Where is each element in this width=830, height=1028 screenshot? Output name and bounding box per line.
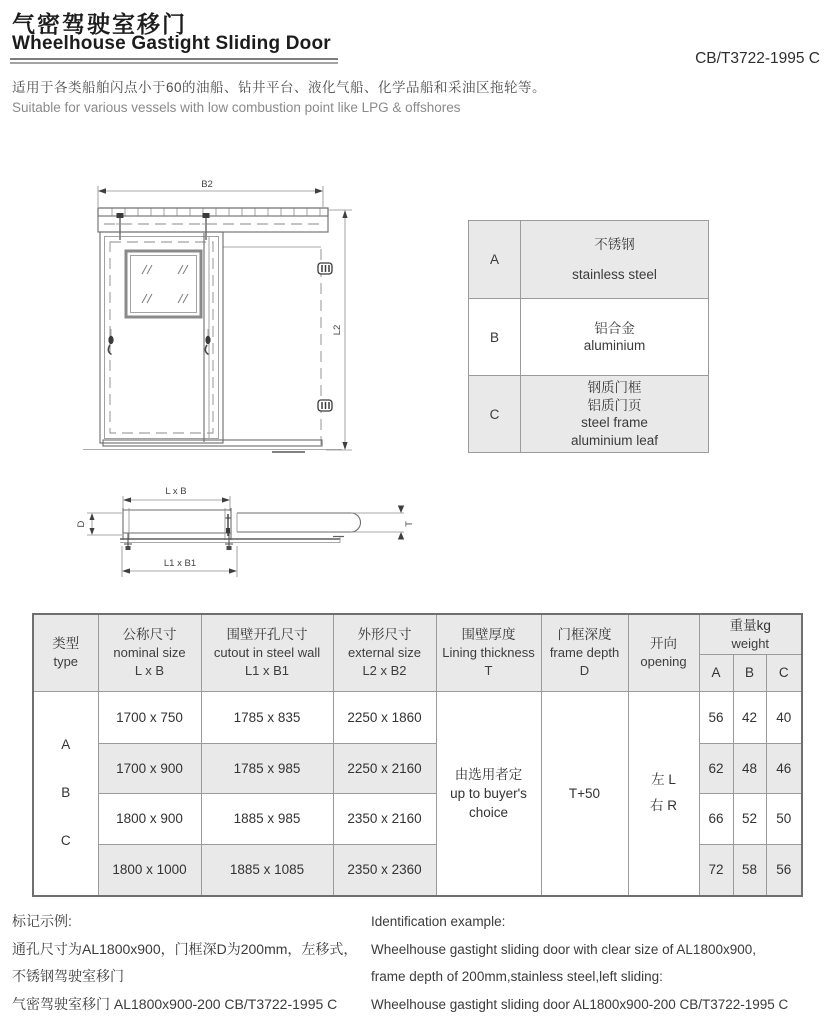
material-desc: [521, 221, 709, 299]
dim-label-b2: B2: [201, 179, 213, 190]
page-title-en: Wheelhouse Gastight Sliding Door: [12, 33, 331, 54]
header-line: external size: [348, 645, 421, 661]
footer-line: 标记示例:: [12, 913, 72, 929]
table-row: [469, 221, 709, 299]
title-underline: [10, 58, 338, 64]
weight-a-cell: 56: [699, 691, 733, 743]
weight-a-cell: 72: [699, 844, 733, 896]
col-header-weight: [699, 614, 802, 654]
frame-depth-cell: T+50: [541, 691, 628, 896]
footer-line: Wheelhouse gastight sliding door AL1800x900-200 CB/T3722-1995 C: [371, 996, 789, 1012]
material-type: B: [469, 299, 521, 376]
header-line: 重量kg: [729, 617, 771, 633]
header-line: frame depth: [549, 645, 620, 661]
header-line: 外形尺寸: [357, 627, 412, 643]
footer-line: 不锈钢驾驶室移门: [12, 968, 124, 984]
col-header-external: [333, 614, 436, 691]
weight-c-cell: 40: [766, 691, 802, 743]
footer-line: 通孔尺寸为AL1800x900，门框深D为200mm，左移式，: [12, 940, 358, 957]
external-size-cell: 2350 x 2160: [333, 793, 436, 844]
header-line: L2 x B2: [362, 663, 407, 679]
opening-right: 右 R: [650, 798, 677, 814]
header-line: type: [53, 654, 79, 670]
material-line: 铝质门页: [587, 397, 642, 413]
cutout-size-cell: 1785 x 985: [201, 743, 333, 793]
header-line: opening: [640, 654, 687, 670]
weight-b-cell: 58: [733, 844, 766, 896]
material-line: steel frame: [581, 415, 648, 430]
plan-view-drawing: [76, 486, 415, 577]
external-size-cell: 2250 x 1860: [333, 691, 436, 743]
type-letter: B: [61, 785, 71, 801]
col-header-weight-b: B: [733, 654, 766, 691]
standard-code: CB/T3722-1995 C: [695, 50, 820, 67]
type-cell: [33, 691, 98, 896]
col-header-type: [33, 614, 98, 691]
header-line: weight: [731, 635, 770, 651]
weight-a-cell: 62: [699, 743, 733, 793]
hanger-bolt: [116, 213, 124, 240]
table-row: [33, 691, 802, 743]
header-line: 开向: [650, 636, 677, 652]
col-header-nominal: [98, 614, 201, 691]
material-line: aluminium: [583, 338, 646, 353]
material-line: stainless steel: [572, 267, 657, 282]
weight-c-cell: 46: [766, 743, 802, 793]
door-window: [126, 251, 201, 317]
dim-label-t: T: [404, 521, 415, 527]
material-type: C: [469, 376, 521, 453]
materials-table: [468, 220, 709, 453]
material-line: 钢质门框: [587, 380, 642, 395]
dim-label-d: D: [76, 520, 87, 528]
material-type: A: [469, 221, 521, 299]
weight-b-cell: 52: [733, 793, 766, 844]
identification-example-en: [371, 908, 788, 1018]
roller-symbol: [225, 533, 233, 550]
type-letter: A: [61, 737, 71, 753]
nominal-size-cell: 1800 x 900: [98, 793, 201, 844]
identification-example-cn: [12, 908, 357, 1018]
header-line: 围壁开孔尺寸: [226, 627, 308, 643]
cutout-size-cell: 1885 x 1085: [201, 844, 333, 896]
wall-clamp: [318, 263, 332, 274]
nominal-size-cell: 1700 x 900: [98, 743, 201, 793]
col-header-cutout: [201, 614, 333, 691]
table-row: [469, 299, 709, 376]
track-segment-ticks: [112, 208, 320, 216]
col-header-depth: [541, 614, 628, 691]
external-size-cell: 2250 x 2160: [333, 743, 436, 793]
footer-line: Wheelhouse gastight sliding door with clear size of AL1800x900,: [371, 941, 756, 957]
footer-line: 气密驾驶室移门 AL1800x900-200 CB/T3722-1995 C: [12, 995, 338, 1012]
dim-label-lxb: L x B: [165, 486, 187, 497]
cutout-size-cell: 1885 x 985: [201, 793, 333, 844]
opening-left: 左 L: [651, 772, 676, 788]
spec-table: [32, 613, 803, 897]
col-header-lining: [436, 614, 541, 691]
footer-line: frame depth of 200mm,stainless steel,left sliding:: [371, 969, 663, 984]
nominal-size-cell: 1700 x 750: [98, 691, 201, 743]
weight-b-cell: 48: [733, 743, 766, 793]
material-line: 不锈钢: [594, 236, 635, 252]
type-letter: C: [60, 833, 71, 849]
door-handle: [108, 329, 113, 355]
lining-line-cn: 由选用者定: [454, 766, 523, 782]
col-header-weight-c: C: [766, 654, 802, 691]
page-title-cn: 气密驾驶室移门: [12, 11, 187, 37]
roller-symbol: [124, 533, 132, 550]
col-header-opening: [628, 614, 699, 691]
dim-label-l1xb1: L1 x B1: [163, 558, 197, 569]
header-line: 围壁厚度: [461, 627, 516, 643]
material-desc: [521, 299, 709, 376]
weight-a-cell: 66: [699, 793, 733, 844]
header-line: nominal size: [113, 645, 186, 661]
header-line: 类型: [52, 636, 80, 652]
header-line: 门框深度: [557, 627, 612, 643]
cutout-size-cell: 1785 x 835: [201, 691, 333, 743]
footer-line: Identification example:: [371, 914, 506, 929]
door-handle: [205, 329, 210, 355]
wall-clamp: [318, 400, 332, 411]
frame-bolt: [226, 514, 231, 536]
weight-b-cell: 42: [733, 691, 766, 743]
header-line: 公称尺寸: [122, 627, 177, 643]
hanger-bolt: [202, 213, 210, 240]
technical-drawing: [0, 170, 440, 610]
material-desc: [521, 376, 709, 453]
material-line: 铝合金: [594, 320, 635, 336]
opening-cell: [628, 691, 699, 896]
lining-thickness-cell: [436, 691, 541, 896]
dim-label-l2: L2: [332, 324, 343, 336]
table-row: [469, 376, 709, 453]
header-row: [33, 614, 802, 654]
glass-hatch-marks: [142, 265, 188, 303]
header-line: D: [579, 663, 590, 679]
weight-c-cell: 56: [766, 844, 802, 896]
external-size-cell: 2350 x 2360: [333, 844, 436, 896]
material-line: aluminium leaf: [570, 432, 659, 448]
header-line: L1 x B1: [244, 663, 290, 679]
header-line: Lining thickness: [442, 645, 535, 661]
description-en: Suitable for various vessels with low combustion point like LPG & offshores: [12, 100, 461, 115]
header-line: cutout in steel wall: [213, 645, 321, 661]
lining-line-en: up to buyer's choice: [450, 785, 527, 820]
nominal-size-cell: 1800 x 1000: [98, 844, 201, 896]
weight-c-cell: 50: [766, 793, 802, 844]
front-view-drawing: [83, 179, 352, 452]
description-cn: 适用于各类船舶闪点小于60的油船、钻井平台、液化气船、化学品船和采油区拖轮等。: [12, 80, 547, 95]
header-line: T: [484, 663, 493, 679]
col-header-weight-a: A: [699, 654, 733, 691]
header-line: L x B: [134, 663, 165, 679]
